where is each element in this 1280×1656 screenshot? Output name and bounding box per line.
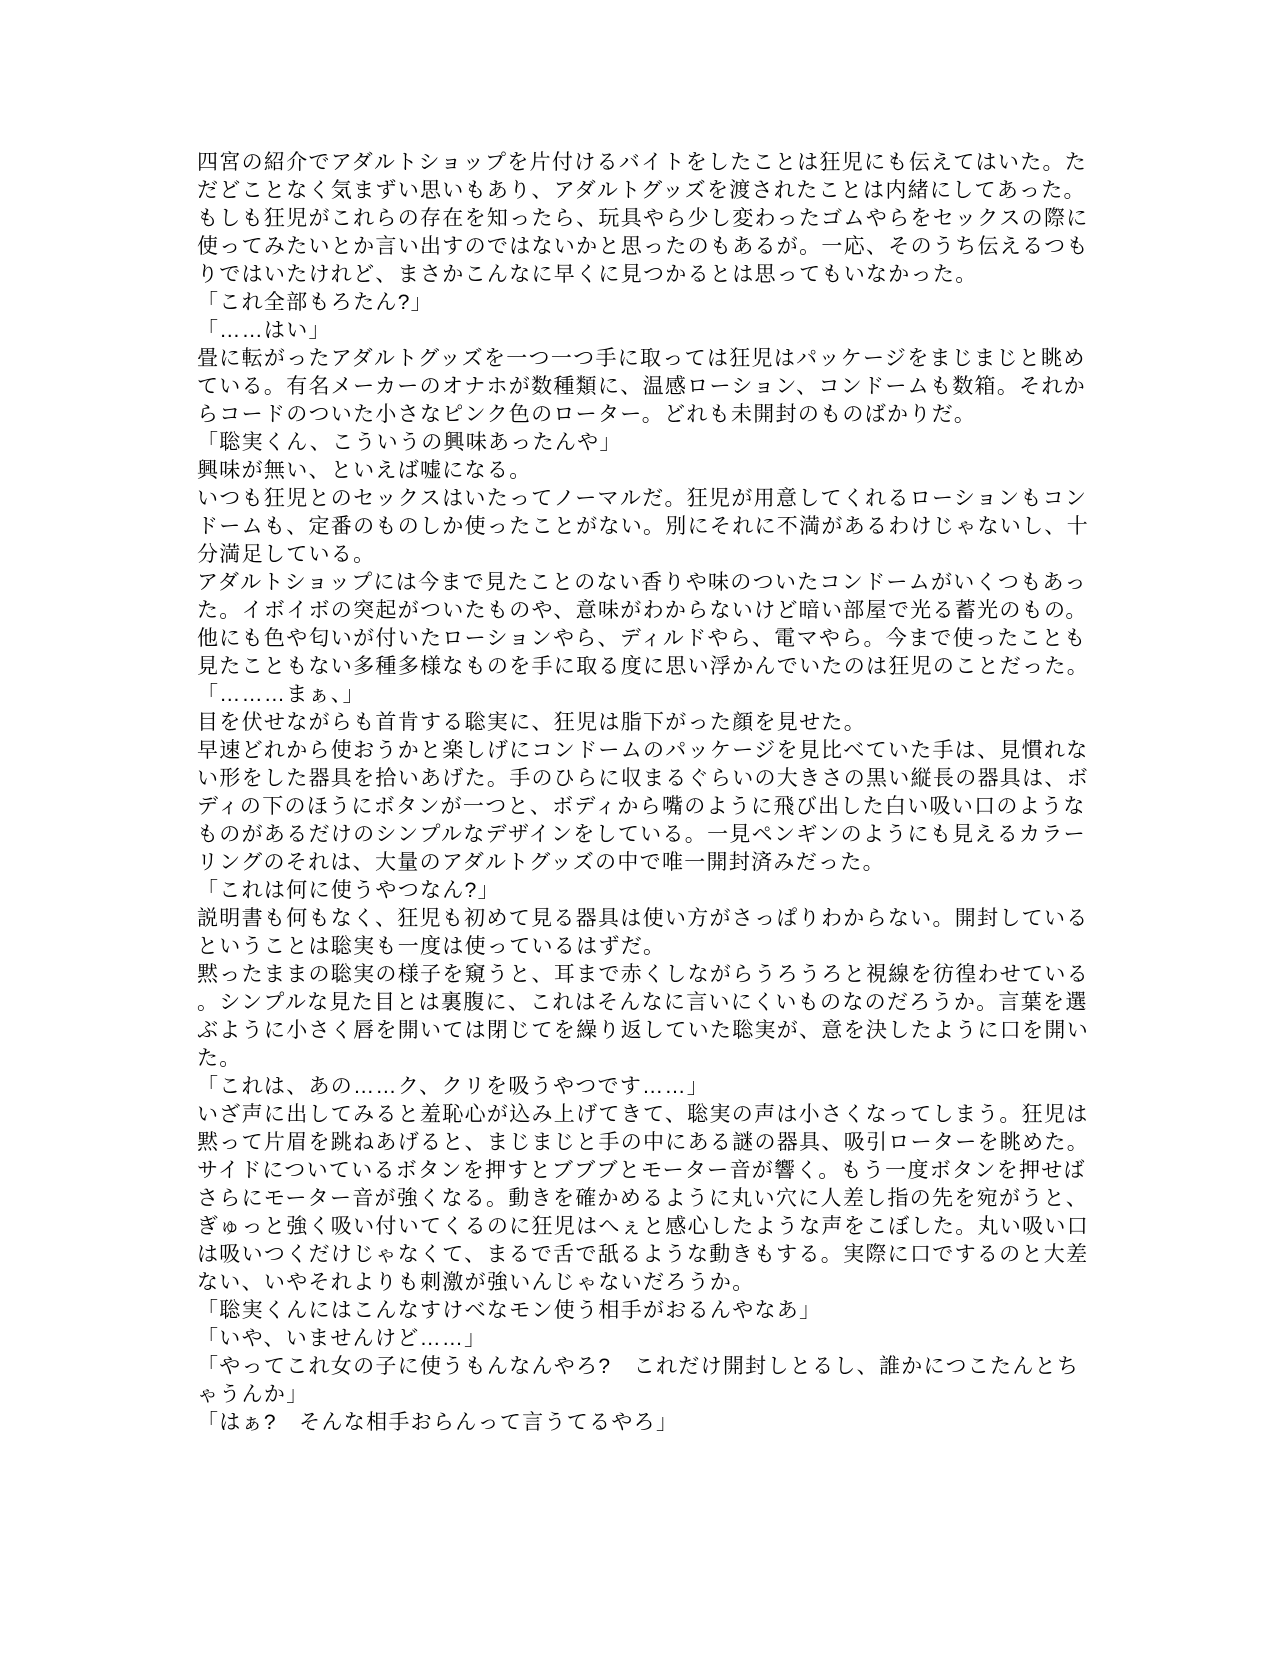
text-line: 使ってみたいとか言い出すのではないかと思ったのもあるが。一応、そのうち伝えるつも <box>197 235 1089 258</box>
text-line: 説明書も何もなく、狂児も初めて見る器具は使い方がさっぱりわからない。開封している <box>197 907 1089 930</box>
text-line: ている。有名メーカーのオナホが数種類に、温感ローション、コンドームも数箱。それか <box>197 375 1087 398</box>
text-line: ぎゅっと強く吸い付いてくるのに狂児はへぇと感心したような声をこぼした。丸い吸い口 <box>197 1215 1089 1238</box>
text-line: 「これ全部もろたん?」 <box>197 291 433 314</box>
text-line: 。シンプルな見た目とは裏腹に、これはそんなに言いにくいものなのだろうか。言葉を選 <box>197 991 1088 1014</box>
text-line: ない、いやそれよりも刺激が強いんじゃないだろうか。 <box>197 1271 755 1294</box>
text-line: 興味が無い、といえば嘘になる。 <box>197 459 532 482</box>
text-line: だどことなく気まずい思いもあり、アダルトグッズを渡されたことは内緒にしてあった。 <box>197 179 1086 202</box>
text-line: 「いや、いませんけど……」 <box>197 1327 487 1350</box>
text-line: 「やってこれ女の子に使うもんなんやろ? これだけ開封しとるし、誰かにつこたんとち <box>197 1355 1080 1378</box>
text-line: さらにモーター音が強くなる。動きを確かめるように丸い穴に人差し指の先を宛がうと、 <box>197 1187 1089 1210</box>
text-line: アダルトショップには今まで見たことのない香りや味のついたコンドームがいくつもあっ <box>197 571 1087 594</box>
text-line: 目を伏せながらも首肯する聡実に、狂児は脂下がった顔を見せた。 <box>197 711 866 734</box>
text-line: た。 <box>197 1047 242 1070</box>
text-line: りではいたけれど、まさかこんなに早くに見つかるとは思ってもいなかった。 <box>197 263 978 286</box>
text-line: 「これは何に使うやつなん?」 <box>197 879 500 902</box>
document-text <box>197 149 1102 1437</box>
text-line: 早速どれから使おうかと楽しげにコンドームのパッケージを見比べていた手は、見慣れな <box>197 739 1089 762</box>
text-line: いつも狂児とのセックスはいたってノーマルだ。狂児が用意してくれるローションもコン <box>197 487 1088 510</box>
text-line: 黙ったままの聡実の様子を窺うと、耳まで赤くしながらうろうろと視線を彷徨わせている <box>197 963 1089 986</box>
text-line: 「………まぁ、」 <box>197 683 365 706</box>
text-line: 畳に転がったアダルトグッズを一つ一つ手に取っては狂児はパッケージをまじまじと眺め <box>197 347 1086 370</box>
text-line: 他にも色や匂いが付いたローションやら、ディルドやら、電マやら。今まで使ったことも <box>197 627 1087 650</box>
text-line: は吸いつくだけじゃなくて、まるで舌で舐るような動きもする。実際に口でするのと大差 <box>197 1243 1089 1266</box>
text-line: 黙って片眉を跳ねあげると、まじまじと手の中にある謎の器具、吸引ローターを眺めた。 <box>197 1131 1089 1154</box>
text-line: 分満足している。 <box>197 543 376 566</box>
text-line: サイドについているボタンを押すとブブブとモーター音が響く。もう一度ボタンを押せば <box>197 1159 1086 1182</box>
text-line: 「聡実くんにはこんなすけべなモン使う相手がおるんやなあ」 <box>197 1299 822 1322</box>
text-line: 「はぁ? そんな相手おらんって言うてるやろ」 <box>197 1411 679 1434</box>
text-line: ぶように小さく唇を開いては閉じてを繰り返していた聡実が、意を決したように口を開い <box>197 1019 1089 1042</box>
text-line: 「……はい」 <box>197 319 331 342</box>
text-line: リングのそれは、大量のアダルトグッズの中で唯一開封済みだった。 <box>197 851 885 874</box>
text-line: 「聡実くん、こういうの興味あったんや」 <box>197 431 622 454</box>
text-line: ゃうんか」 <box>197 1383 309 1406</box>
text-line: 「これは、あの……ク、クリを吸うやつです……」 <box>197 1075 710 1098</box>
text-line: 四宮の紹介でアダルトショップを片付けるバイトをしたことは狂児にも伝えてはいた。た <box>197 151 1088 174</box>
text-line: いざ声に出してみると羞恥心が込み上げてきて、聡実の声は小さくなってしまう。狂児は <box>197 1103 1089 1126</box>
text-line: た。イボイボの突起がついたものや、意味がわからないけど暗い部屋で光る蓄光のもの。 <box>197 599 1088 622</box>
text-line: ものがあるだけのシンプルなデザインをしている。一見ペンギンのようにも見えるカラー <box>197 823 1086 846</box>
text-line: ドームも、定番のものしか使ったことがない。別にそれに不満があるわけじゃないし、十 <box>197 515 1089 538</box>
text-line: ディの下のほうにボタンが一つと、ボディから嘴のように飛び出した白い吸い口のような <box>197 795 1086 818</box>
text-line: い形をした器具を拾いあげた。手のひらに収まるぐらいの大きさの黒い縦長の器具は、ボ <box>197 767 1089 790</box>
text-line: ということは聡実も一度は使っているはずだ。 <box>197 935 666 958</box>
text-line: らコードのついた小さなピンク色のローター。どれも未開封のものばかりだ。 <box>197 403 977 426</box>
text-line: 見たこともない多種多様なものを手に取る度に思い浮かんでいたのは狂児のことだった。 <box>197 655 1089 678</box>
text-line: もしも狂児がこれらの存在を知ったら、玩具やら少し変わったゴムやらをセックスの際に <box>197 207 1089 230</box>
